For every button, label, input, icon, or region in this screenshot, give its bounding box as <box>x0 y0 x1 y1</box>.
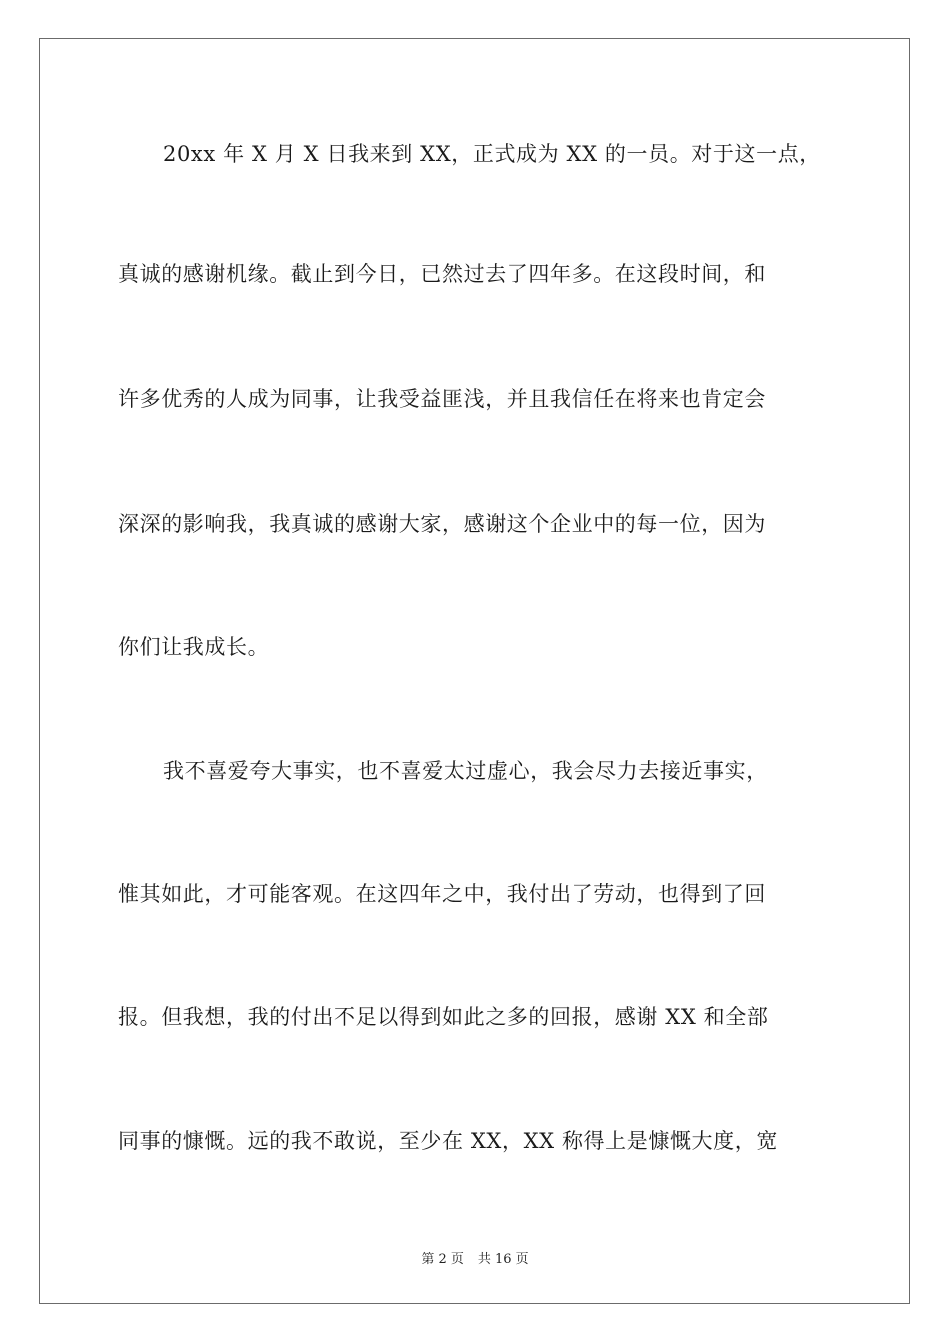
total-pages: 共 16 页 <box>477 1252 529 1267</box>
paragraph-1-line-2: 真诚的感谢机缘。截止到今日，已然过去了四年多。在这段时间，和 <box>118 262 766 286</box>
paragraph-1-line-1: 20xx 年 X 月 X 日我来到 XX，正式成为 XX 的一员。对于这一点， <box>163 142 821 166</box>
paragraph-2-line-2: 惟其如此，才可能客观。在这四年之中，我付出了劳动，也得到了回 <box>118 882 766 906</box>
paragraph-1-line-4: 深深的影响我，我真诚的感谢大家，感谢这个企业中的每一位，因为 <box>118 512 766 536</box>
page-footer <box>0 1248 950 1267</box>
paragraph-2-line-1: 我不喜爱夸大事实，也不喜爱太过虚心，我会尽力去接近事实， <box>163 759 768 783</box>
paragraph-1-line-3: 许多优秀的人成为同事，让我受益匪浅，并且我信任在将来也肯定会 <box>118 387 766 411</box>
page-border <box>39 38 910 1304</box>
paragraph-1-line-5: 你们让我成长。 <box>118 635 270 659</box>
page-number: 第 2 页 <box>421 1252 464 1267</box>
paragraph-2-line-4: 同事的慷慨。远的我不敢说，至少在 XX，XX 称得上是慷慨大度，宽 <box>118 1129 778 1153</box>
paragraph-2-line-3: 报。但我想，我的付出不足以得到如此之多的回报，感谢 XX 和全部 <box>118 1005 769 1029</box>
